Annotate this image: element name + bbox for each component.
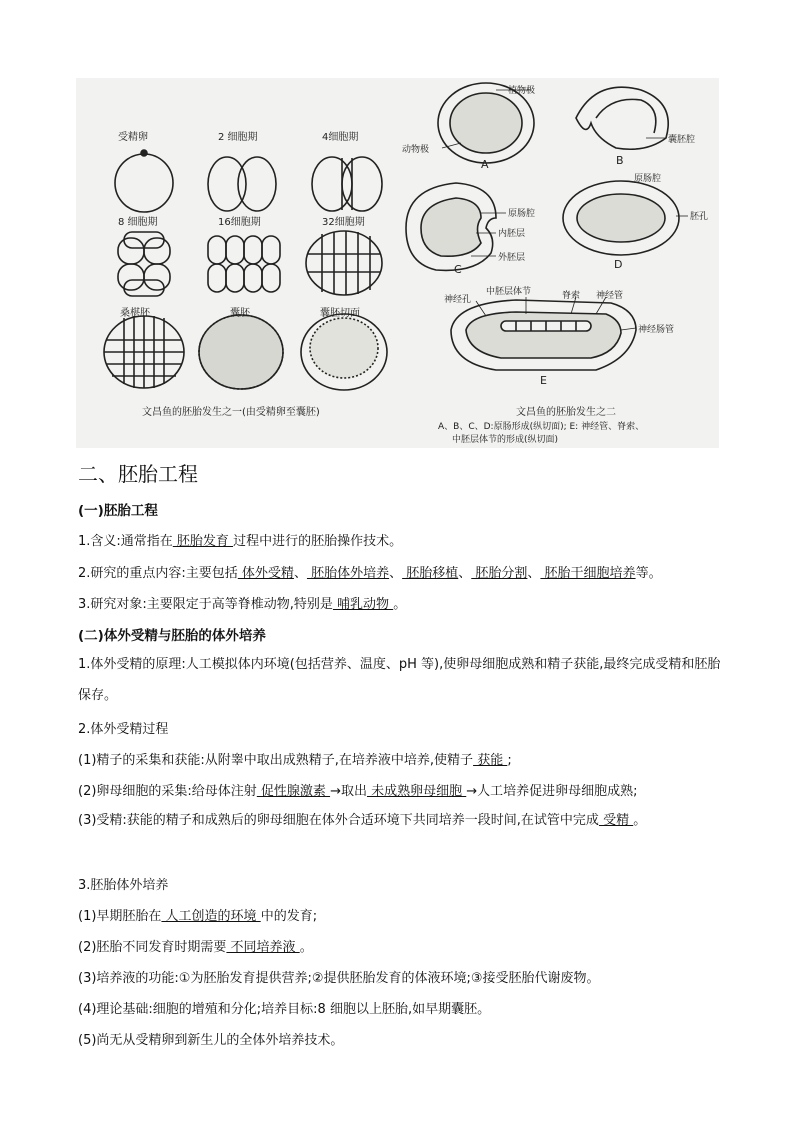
label-blastocoel: 囊胚腔 [668, 135, 696, 145]
sperm-step-line [78, 749, 512, 768]
culture-item-1 [78, 905, 317, 924]
text: 等。 [635, 566, 662, 581]
culture-item-2 [78, 936, 313, 955]
text: 、 [389, 566, 403, 581]
thirtytwo-cell-drawing [306, 231, 382, 295]
text: 中的发育; [260, 909, 318, 924]
blank: 哺乳动物 [332, 597, 394, 612]
culture-heading: 3.胚胎体外培养 [78, 878, 169, 893]
two-cell-drawing [208, 157, 276, 211]
label-blastula: 囊胚 [230, 308, 250, 319]
process-heading: 2.体外受精过程 [78, 722, 169, 737]
blank: 获能 [473, 753, 508, 768]
right-figure-note-1: A、B、C、D:原肠形成(纵切面); E: 神经管、脊索、 [438, 422, 645, 432]
text: (3)受精:获能的精子和成熟后的卵母细胞在体外合适环境下共同培养一段时间,在试管中完成 [78, 813, 599, 828]
blank: 胚胎移植 [402, 566, 459, 581]
section-heading: 二、胚胎工程 [78, 462, 198, 486]
right-figure-note-2: 中胚层体节的形成(纵切面) [452, 435, 559, 445]
blank: 体外受精 [237, 566, 294, 581]
text: →取出 [330, 784, 367, 799]
label-morula: 桑椹胚 [120, 308, 150, 319]
left-figure-caption: 文昌鱼的胚胎发生之一(由受精卵至囊胚) [142, 407, 320, 418]
text: 。 [393, 597, 407, 612]
research-object-line [78, 593, 406, 612]
label-letter-a: A [481, 158, 489, 171]
label-blastopore: 胚孔 [690, 212, 709, 222]
principle-paragraph: 1.体外受精的原理:人工模拟体内环境(包括营养、温度、pH 等),使卵母细胞成熟和精子获能,最终完成受精和胚胎保存。 [78, 657, 721, 703]
subsection-title-1: (一)胚胎工程 [78, 503, 158, 519]
label-archenteron-c: 原肠腔 [508, 209, 536, 219]
label-fertilized-egg: 受精卵 [118, 132, 148, 143]
fertilization-step-paragraph [78, 805, 723, 836]
text: (2)卵母细胞的采集:给母体注射 [78, 784, 257, 799]
label-letter-d: D [614, 258, 623, 271]
culture-item-5: (5)尚无从受精卵到新生儿的全体外培养技术。 [78, 1033, 344, 1048]
blank: 促性腺激素 [256, 784, 331, 799]
text: 。 [633, 813, 647, 828]
label-neural-tube: 神经管 [596, 291, 624, 301]
text: 过程中进行的胚胎操作技术。 [233, 534, 403, 549]
text: 。 [299, 940, 313, 955]
label-thirtytwo-cell: 32细胞期 [322, 217, 365, 228]
label-letter-e: E [540, 374, 547, 387]
research-content-line [78, 562, 662, 581]
label-two-cell: 2 细胞期 [218, 132, 258, 143]
label-four-cell: 4细胞期 [322, 132, 359, 143]
label-sixteen-cell: 16细胞期 [218, 217, 261, 228]
label-letter-c: C [454, 263, 462, 276]
label-blastula-section: 囊胚切面 [320, 308, 360, 319]
blank: 胚胎体外培养 [306, 566, 390, 581]
definition-line [78, 530, 402, 549]
text: 2.研究的重点内容:主要包括 [78, 566, 238, 581]
text: 、 [293, 566, 307, 581]
blank: 受精 [598, 813, 634, 828]
blank: 不同培养液 [226, 940, 300, 955]
text: 3.研究对象:主要限定于高等脊椎动物,特别是 [78, 597, 333, 612]
label-letter-b: B [616, 154, 624, 167]
text: (2)胚胎不同发育时期需要 [78, 940, 227, 955]
label-neuropore: 神经孔 [444, 295, 472, 305]
text: ; [507, 753, 512, 768]
text: 1.含义:通常指在 [78, 534, 173, 549]
blank: 胚胎干细胞培养 [540, 566, 636, 581]
label-vegetal-pole: 植物极 [508, 86, 536, 96]
embryo-development-figure [76, 78, 719, 448]
blastula-drawing [199, 315, 283, 389]
text: →人工培养促进卵母细胞成熟; [466, 784, 638, 799]
text: (1)早期胚胎在 [78, 909, 162, 924]
fertilized-egg-drawing [115, 154, 173, 212]
text: (1)精子的采集和获能:从附睾中取出成熟精子,在培养液中培养,使精子 [78, 753, 474, 768]
sixteen-cell-drawing [208, 236, 280, 292]
label-neural-tube-2: 神经肠管 [638, 325, 675, 335]
label-archenteron-d: 原肠腔 [634, 174, 662, 184]
culture-item-3: (3)培养液的功能:①为胚胎发育提供营养;②提供胚胎发育的体液环境;③接受胚胎代谢废物。 [78, 971, 600, 986]
label-eight-cell: 8 细胞期 [118, 217, 158, 228]
blank: 胚胎发育 [172, 534, 234, 549]
text: 、 [527, 566, 541, 581]
subsection-title-2: (二)体外受精与胚胎的体外培养 [78, 628, 266, 644]
label-endoderm: 内胚层 [498, 229, 526, 239]
right-figure-caption: 文昌鱼的胚胎发生之二 [516, 407, 616, 418]
embryo-drawings [76, 78, 719, 448]
text: 、 [458, 566, 472, 581]
four-cell-drawing [312, 157, 382, 211]
morula-drawing [104, 316, 184, 388]
stage-e-drawing [451, 300, 636, 370]
blank: 人工创造的环境 [161, 909, 261, 924]
blank: 胚胎分割 [471, 566, 528, 581]
oocyte-step-line [78, 780, 638, 799]
label-mesoderm-segment: 中胚层体节 [486, 287, 532, 297]
blank: 未成熟卵母细胞 [366, 784, 467, 799]
eight-cell-drawing [118, 232, 170, 296]
stage-c-drawing [406, 183, 496, 270]
label-animal-pole: 动物极 [402, 145, 430, 155]
blastula-section-drawing [301, 314, 387, 390]
label-notochord: 脊索 [562, 291, 581, 301]
stage-d-drawing [563, 181, 679, 255]
culture-item-4: (4)理论基础:细胞的增殖和分化;培养目标:8 细胞以上胚胎,如早期囊胚。 [78, 1002, 491, 1017]
stage-b-drawing [576, 87, 668, 149]
label-ectoderm: 外胚层 [498, 253, 526, 263]
